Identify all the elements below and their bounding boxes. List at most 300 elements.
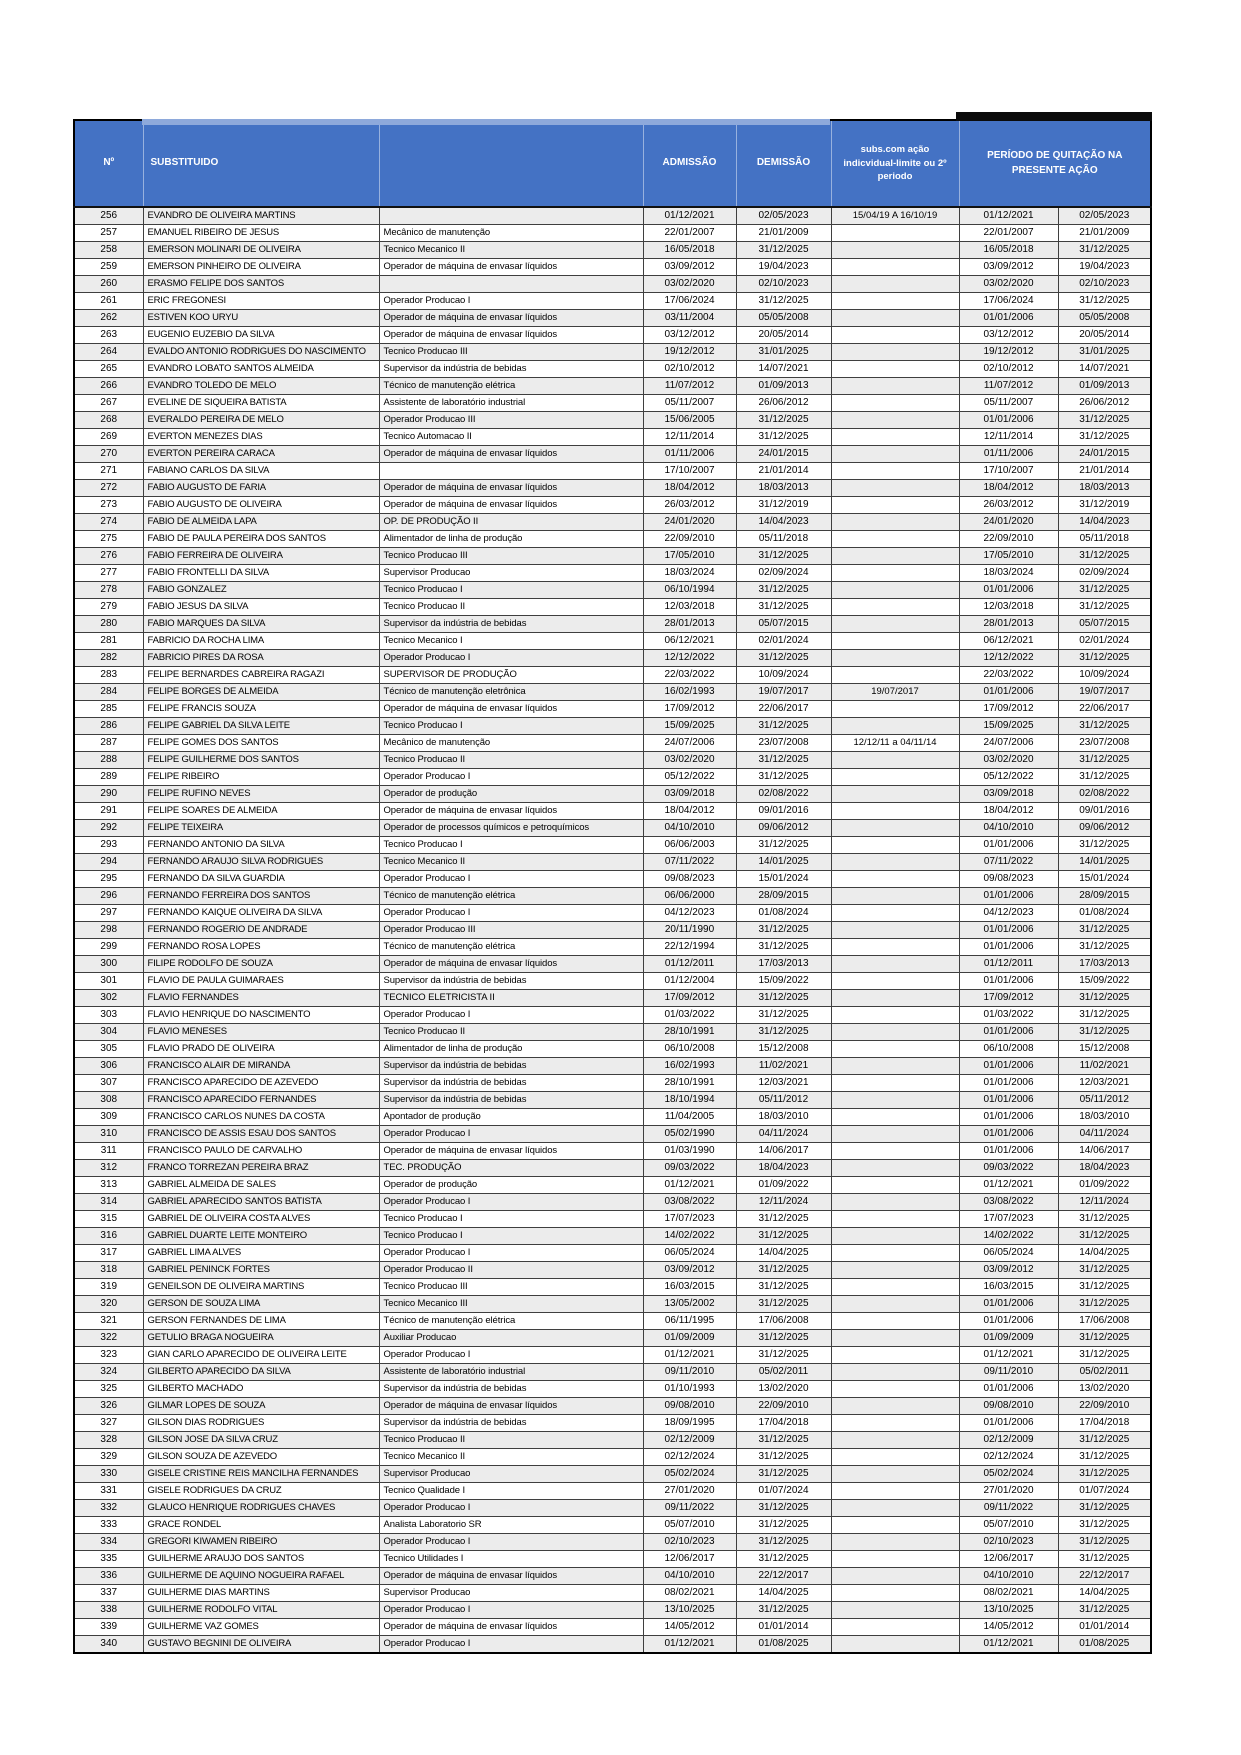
row-number: 305 [74, 1041, 143, 1058]
admissao-date: 01/12/2011 [643, 956, 736, 973]
row-number: 311 [74, 1143, 143, 1160]
substituido-name: GILBERTO APARECIDO DA SILVA [143, 1364, 379, 1381]
quitacao-end-date: 31/12/2025 [1058, 1466, 1151, 1483]
table-row [74, 1126, 1151, 1143]
substituido-name: GUILHERME VAZ GOMES [143, 1619, 379, 1636]
subs-acao-individual [831, 1602, 959, 1619]
quitacao-end-date: 31/12/2025 [1058, 293, 1151, 310]
substituido-name: EUGENIO EUZEBIO DA SILVA [143, 327, 379, 344]
admissao-date: 13/10/2025 [643, 1602, 736, 1619]
table-row [74, 276, 1151, 293]
substituido-name: FLAVIO DE PAULA GUIMARAES [143, 973, 379, 990]
table-row [74, 922, 1151, 939]
table-row [74, 650, 1151, 667]
table-row [74, 344, 1151, 361]
subs-acao-individual [831, 718, 959, 735]
substituido-name: FABRICIO PIRES DA ROSA [143, 650, 379, 667]
row-number: 330 [74, 1466, 143, 1483]
substituido-name: EVERALDO PEREIRA DE MELO [143, 412, 379, 429]
row-number: 340 [74, 1636, 143, 1654]
subs-acao-individual [831, 293, 959, 310]
table-row [74, 259, 1151, 276]
demissao-date: 02/09/2024 [736, 565, 831, 582]
quitacao-start-date: 01/01/2006 [959, 310, 1058, 327]
row-number: 271 [74, 463, 143, 480]
quitacao-start-date: 01/01/2006 [959, 582, 1058, 599]
quitacao-start-date: 22/01/2007 [959, 225, 1058, 242]
admissao-date: 16/02/1993 [643, 684, 736, 701]
row-number: 259 [74, 259, 143, 276]
substituido-name: FABIO GONZALEZ [143, 582, 379, 599]
demissao-date: 09/01/2016 [736, 803, 831, 820]
demissao-date: 01/09/2013 [736, 378, 831, 395]
table-row [74, 871, 1151, 888]
header-job [379, 120, 643, 207]
row-number: 292 [74, 820, 143, 837]
demissao-date: 31/12/2025 [736, 293, 831, 310]
quitacao-start-date: 26/03/2012 [959, 497, 1058, 514]
quitacao-end-date: 31/12/2025 [1058, 939, 1151, 956]
demissao-date: 17/03/2013 [736, 956, 831, 973]
demissao-date: 14/01/2025 [736, 854, 831, 871]
table-header [74, 120, 1151, 207]
quitacao-end-date: 22/12/2017 [1058, 1568, 1151, 1585]
subs-acao-individual [831, 973, 959, 990]
demissao-date: 31/12/2025 [736, 1466, 831, 1483]
quitacao-start-date: 02/10/2012 [959, 361, 1058, 378]
demissao-date: 31/12/2025 [736, 1449, 831, 1466]
demissao-date: 09/06/2012 [736, 820, 831, 837]
demissao-date: 31/12/2025 [736, 769, 831, 786]
job-title [379, 463, 643, 480]
subs-acao-individual [831, 1534, 959, 1551]
quitacao-end-date: 17/06/2008 [1058, 1313, 1151, 1330]
table-row [74, 633, 1151, 650]
job-title: Tecnico Producao II [379, 1432, 643, 1449]
row-number: 281 [74, 633, 143, 650]
quitacao-end-date: 19/07/2017 [1058, 684, 1151, 701]
quitacao-end-date: 31/12/2025 [1058, 1347, 1151, 1364]
subs-acao-individual [831, 310, 959, 327]
demissao-date: 24/01/2015 [736, 446, 831, 463]
substituido-name: GUILHERME DE AQUINO NOGUEIRA RAFAEL [143, 1568, 379, 1585]
job-title: Supervisor da indústria de bebidas [379, 616, 643, 633]
job-title: Técnico de manutenção elétrica [379, 939, 643, 956]
demissao-date: 31/12/2025 [736, 837, 831, 854]
quitacao-start-date: 04/12/2023 [959, 905, 1058, 922]
substituido-name: GILSON JOSE DA SILVA CRUZ [143, 1432, 379, 1449]
demissao-date: 31/12/2025 [736, 1347, 831, 1364]
substituido-name: GILBERTO MACHADO [143, 1381, 379, 1398]
job-title: TECNICO ELETRICISTA II [379, 990, 643, 1007]
job-title: Operador Producao I [379, 871, 643, 888]
substituido-name: FRANCISCO PAULO DE CARVALHO [143, 1143, 379, 1160]
subs-acao-individual [831, 1415, 959, 1432]
job-title: Tecnico Producao III [379, 1279, 643, 1296]
table-row [74, 1551, 1151, 1568]
quitacao-end-date: 05/07/2015 [1058, 616, 1151, 633]
job-title: Operador de máquina de envasar líquidos [379, 1619, 643, 1636]
table-row [74, 1381, 1151, 1398]
subs-acao-individual [831, 667, 959, 684]
quitacao-start-date: 01/11/2006 [959, 446, 1058, 463]
substituido-name: EMERSON MOLINARI DE OLIVEIRA [143, 242, 379, 259]
quitacao-start-date: 01/01/2006 [959, 1143, 1058, 1160]
job-title: Operador de processos químicos e petroquímicos [379, 820, 643, 837]
subs-acao-individual [831, 1245, 959, 1262]
quitacao-start-date: 01/01/2006 [959, 1313, 1058, 1330]
table-row [74, 837, 1151, 854]
job-title: Auxiliar Producao [379, 1330, 643, 1347]
quitacao-end-date: 05/11/2012 [1058, 1092, 1151, 1109]
job-title: Tecnico Mecanico II [379, 242, 643, 259]
quitacao-start-date: 03/09/2018 [959, 786, 1058, 803]
substituido-name: FILIPE RODOLFO DE SOUZA [143, 956, 379, 973]
quitacao-start-date: 01/01/2006 [959, 412, 1058, 429]
quitacao-end-date: 31/12/2025 [1058, 242, 1151, 259]
top-black-bar [956, 112, 1152, 121]
demissao-date: 31/12/2019 [736, 497, 831, 514]
demissao-date: 31/12/2025 [736, 1262, 831, 1279]
admissao-date: 17/09/2012 [643, 701, 736, 718]
row-number: 286 [74, 718, 143, 735]
subs-acao-individual [831, 1347, 959, 1364]
substituido-name: GABRIEL DE OLIVEIRA COSTA ALVES [143, 1211, 379, 1228]
row-number: 269 [74, 429, 143, 446]
admissao-date: 22/12/1994 [643, 939, 736, 956]
admissao-date: 16/03/2015 [643, 1279, 736, 1296]
row-number: 319 [74, 1279, 143, 1296]
row-number: 320 [74, 1296, 143, 1313]
demissao-date: 18/03/2010 [736, 1109, 831, 1126]
substituido-name: GETULIO BRAGA NOGUEIRA [143, 1330, 379, 1347]
subs-acao-individual [831, 463, 959, 480]
table-row [74, 1075, 1151, 1092]
table-row [74, 242, 1151, 259]
subs-acao-individual [831, 259, 959, 276]
quitacao-start-date: 05/02/2024 [959, 1466, 1058, 1483]
substituido-name: EVALDO ANTONIO RODRIGUES DO NASCIMENTO [143, 344, 379, 361]
demissao-date: 05/11/2012 [736, 1092, 831, 1109]
demissao-date: 31/01/2025 [736, 344, 831, 361]
quitacao-start-date: 01/01/2006 [959, 1024, 1058, 1041]
job-title: Assistente de laboratório industrial [379, 1364, 643, 1381]
job-title: Técnico de manutenção elétrica [379, 378, 643, 395]
demissao-date: 31/12/2025 [736, 1024, 831, 1041]
quitacao-start-date: 22/03/2022 [959, 667, 1058, 684]
row-number: 331 [74, 1483, 143, 1500]
demissao-date: 31/12/2025 [736, 1551, 831, 1568]
admissao-date: 01/12/2004 [643, 973, 736, 990]
table-row [74, 616, 1151, 633]
substituido-name: FABIO MARQUES DA SILVA [143, 616, 379, 633]
admissao-date: 09/08/2023 [643, 871, 736, 888]
job-title: Supervisor Producao [379, 565, 643, 582]
substituido-name: ESTIVEN KOO URYU [143, 310, 379, 327]
subs-acao-individual [831, 633, 959, 650]
substituido-name: GERSON FERNANDES DE LIMA [143, 1313, 379, 1330]
row-number: 257 [74, 225, 143, 242]
job-title: Supervisor da indústria de bebidas [379, 973, 643, 990]
job-title: Operador de máquina de envasar líquidos [379, 1568, 643, 1585]
substituido-name: GABRIEL LIMA ALVES [143, 1245, 379, 1262]
table-row [74, 1194, 1151, 1211]
quitacao-end-date: 31/12/2025 [1058, 1228, 1151, 1245]
row-number: 339 [74, 1619, 143, 1636]
table-row [74, 1585, 1151, 1602]
subs-acao-individual [831, 1228, 959, 1245]
admissao-date: 12/06/2017 [643, 1551, 736, 1568]
demissao-date: 31/12/2025 [736, 1517, 831, 1534]
subs-acao-individual [831, 1177, 959, 1194]
job-title: Tecnico Producao I [379, 837, 643, 854]
admissao-date: 05/02/1990 [643, 1126, 736, 1143]
demissao-date: 22/06/2017 [736, 701, 831, 718]
quitacao-start-date: 03/02/2020 [959, 752, 1058, 769]
substituido-name: EMERSON PINHEIRO DE OLIVEIRA [143, 259, 379, 276]
quitacao-start-date: 12/12/2022 [959, 650, 1058, 667]
row-number: 262 [74, 310, 143, 327]
admissao-date: 28/01/2013 [643, 616, 736, 633]
admissao-date: 15/09/2025 [643, 718, 736, 735]
table-row [74, 990, 1151, 1007]
table-row [74, 1041, 1151, 1058]
table-row [74, 531, 1151, 548]
quitacao-end-date: 05/05/2008 [1058, 310, 1151, 327]
table-row [74, 207, 1151, 225]
demissao-date: 31/12/2025 [736, 650, 831, 667]
row-number: 268 [74, 412, 143, 429]
job-title: Supervisor da indústria de bebidas [379, 1415, 643, 1432]
subs-acao-individual [831, 1568, 959, 1585]
quitacao-start-date: 01/12/2021 [959, 1177, 1058, 1194]
quitacao-start-date: 19/12/2012 [959, 344, 1058, 361]
quitacao-start-date: 18/04/2012 [959, 803, 1058, 820]
row-number: 272 [74, 480, 143, 497]
demissao-date: 02/08/2022 [736, 786, 831, 803]
job-title: Operador Producao I [379, 1636, 643, 1654]
quitacao-end-date: 17/03/2013 [1058, 956, 1151, 973]
subs-acao-individual [831, 1364, 959, 1381]
demissao-date: 01/08/2025 [736, 1636, 831, 1654]
quitacao-end-date: 31/12/2025 [1058, 599, 1151, 616]
substituido-name: GUILHERME RODOLFO VITAL [143, 1602, 379, 1619]
demissao-date: 20/05/2014 [736, 327, 831, 344]
quitacao-end-date: 21/01/2009 [1058, 225, 1151, 242]
admissao-date: 14/02/2022 [643, 1228, 736, 1245]
job-title: Operador de máquina de envasar líquidos [379, 1398, 643, 1415]
row-number: 258 [74, 242, 143, 259]
quitacao-start-date: 15/09/2025 [959, 718, 1058, 735]
quitacao-end-date: 01/07/2024 [1058, 1483, 1151, 1500]
demissao-date: 10/09/2024 [736, 667, 831, 684]
demissao-date: 26/06/2012 [736, 395, 831, 412]
quitacao-end-date: 31/12/2025 [1058, 1024, 1151, 1041]
row-number: 309 [74, 1109, 143, 1126]
demissao-date: 31/12/2025 [736, 582, 831, 599]
row-number: 299 [74, 939, 143, 956]
quitacao-start-date: 03/09/2012 [959, 1262, 1058, 1279]
job-title: Operador de máquina de envasar líquidos [379, 956, 643, 973]
quitacao-end-date: 26/06/2012 [1058, 395, 1151, 412]
table-row [74, 1398, 1151, 1415]
table-row [74, 1466, 1151, 1483]
row-number: 326 [74, 1398, 143, 1415]
admissao-date: 18/03/2024 [643, 565, 736, 582]
table-row [74, 905, 1151, 922]
demissao-date: 31/12/2025 [736, 1228, 831, 1245]
admissao-date: 05/07/2010 [643, 1517, 736, 1534]
subs-acao-individual [831, 752, 959, 769]
demissao-date: 14/07/2021 [736, 361, 831, 378]
substituido-name: FLAVIO PRADO DE OLIVEIRA [143, 1041, 379, 1058]
table-row [74, 1330, 1151, 1347]
demissao-date: 31/12/2025 [736, 1500, 831, 1517]
job-title: Operador de máquina de envasar líquidos [379, 446, 643, 463]
row-number: 256 [74, 207, 143, 225]
quitacao-end-date: 12/11/2024 [1058, 1194, 1151, 1211]
job-title: Operador de produção [379, 786, 643, 803]
subs-acao-individual [831, 956, 959, 973]
admissao-date: 26/03/2012 [643, 497, 736, 514]
quitacao-end-date: 14/04/2025 [1058, 1245, 1151, 1262]
quitacao-end-date: 31/12/2025 [1058, 922, 1151, 939]
job-title: Operador de máquina de envasar líquidos [379, 259, 643, 276]
substituido-name: FELIPE BERNARDES CABREIRA RAGAZI [143, 667, 379, 684]
subs-acao-individual [831, 1313, 959, 1330]
admissao-date: 06/11/1995 [643, 1313, 736, 1330]
demissao-date: 23/07/2008 [736, 735, 831, 752]
table-row [74, 1262, 1151, 1279]
job-title: Tecnico Producao I [379, 582, 643, 599]
admissao-date: 13/05/2002 [643, 1296, 736, 1313]
demissao-date: 02/10/2023 [736, 276, 831, 293]
quitacao-start-date: 24/01/2020 [959, 514, 1058, 531]
substitutes-table-wrap [73, 119, 1152, 1654]
job-title [379, 207, 643, 225]
substituido-name: FELIPE BORGES DE ALMEIDA [143, 684, 379, 701]
demissao-date: 31/12/2025 [736, 718, 831, 735]
table-row [74, 1007, 1151, 1024]
substituido-name: FLAVIO FERNANDES [143, 990, 379, 1007]
subs-acao-individual [831, 548, 959, 565]
job-title: Operador Producao I [379, 1602, 643, 1619]
admissao-date: 20/11/1990 [643, 922, 736, 939]
subs-acao-individual [831, 514, 959, 531]
quitacao-end-date: 11/02/2021 [1058, 1058, 1151, 1075]
job-title: Tecnico Producao II [379, 1024, 643, 1041]
admissao-date: 01/12/2021 [643, 1347, 736, 1364]
admissao-date: 17/07/2023 [643, 1211, 736, 1228]
subs-acao-individual [831, 599, 959, 616]
job-title: Tecnico Producao III [379, 548, 643, 565]
demissao-date: 01/07/2024 [736, 1483, 831, 1500]
quitacao-end-date: 18/03/2013 [1058, 480, 1151, 497]
admissao-date: 15/06/2005 [643, 412, 736, 429]
subs-acao-individual [831, 616, 959, 633]
admissao-date: 03/02/2020 [643, 752, 736, 769]
subs-acao-individual: 12/12/11 a 04/11/14 [831, 735, 959, 752]
job-title: TEC. PRODUÇÃO [379, 1160, 643, 1177]
quitacao-start-date: 05/11/2007 [959, 395, 1058, 412]
quitacao-start-date: 12/06/2017 [959, 1551, 1058, 1568]
admissao-date: 18/04/2012 [643, 803, 736, 820]
job-title: SUPERVISOR DE PRODUÇÃO [379, 667, 643, 684]
row-number: 284 [74, 684, 143, 701]
subs-acao-individual [831, 1483, 959, 1500]
admissao-date: 28/10/1991 [643, 1024, 736, 1041]
job-title: Supervisor da indústria de bebidas [379, 1092, 643, 1109]
quitacao-end-date: 02/10/2023 [1058, 276, 1151, 293]
subs-acao-individual [831, 446, 959, 463]
header-quitacao: PERÍODO DE QUITAÇÃO NA PRESENTE AÇÃO [959, 120, 1151, 207]
quitacao-end-date: 17/04/2018 [1058, 1415, 1151, 1432]
table-body [74, 207, 1151, 1653]
substituido-name: GABRIEL DUARTE LEITE MONTEIRO [143, 1228, 379, 1245]
subs-acao-individual [831, 480, 959, 497]
table-row [74, 1636, 1151, 1654]
quitacao-start-date: 01/01/2006 [959, 1092, 1058, 1109]
quitacao-end-date: 31/12/2025 [1058, 1432, 1151, 1449]
demissao-date: 18/03/2013 [736, 480, 831, 497]
admissao-date: 28/10/1991 [643, 1075, 736, 1092]
table-row [74, 1313, 1151, 1330]
table-row [74, 1143, 1151, 1160]
admissao-date: 08/02/2021 [643, 1585, 736, 1602]
quitacao-start-date: 17/09/2012 [959, 990, 1058, 1007]
quitacao-start-date: 09/11/2022 [959, 1500, 1058, 1517]
quitacao-end-date: 02/05/2023 [1058, 207, 1151, 225]
subs-acao-individual [831, 905, 959, 922]
quitacao-end-date: 02/08/2022 [1058, 786, 1151, 803]
subs-acao-individual [831, 225, 959, 242]
substituido-name: GERSON DE SOUZA LIMA [143, 1296, 379, 1313]
demissao-date: 01/01/2014 [736, 1619, 831, 1636]
subs-acao-individual [831, 344, 959, 361]
quitacao-end-date: 31/12/2025 [1058, 990, 1151, 1007]
row-number: 282 [74, 650, 143, 667]
row-number: 325 [74, 1381, 143, 1398]
header-admissao: ADMISSÃO [643, 120, 736, 207]
job-title: Operador Producao I [379, 1534, 643, 1551]
header-num: Nº [74, 120, 143, 207]
quitacao-start-date: 18/04/2012 [959, 480, 1058, 497]
demissao-date: 11/02/2021 [736, 1058, 831, 1075]
substituido-name: FELIPE GUILHERME DOS SANTOS [143, 752, 379, 769]
subs-acao-individual [831, 1075, 959, 1092]
job-title: Supervisor Producao [379, 1585, 643, 1602]
job-title: Operador de máquina de envasar líquidos [379, 803, 643, 820]
subs-acao-individual [831, 1432, 959, 1449]
job-title: OP. DE PRODUÇÃO II [379, 514, 643, 531]
demissao-date: 05/02/2011 [736, 1364, 831, 1381]
quitacao-end-date: 05/02/2011 [1058, 1364, 1151, 1381]
admissao-date: 02/10/2012 [643, 361, 736, 378]
admissao-date: 22/01/2007 [643, 225, 736, 242]
demissao-date: 31/12/2025 [736, 1534, 831, 1551]
quitacao-end-date: 31/12/2025 [1058, 1279, 1151, 1296]
subs-acao-individual [831, 1398, 959, 1415]
table-row [74, 514, 1151, 531]
substituido-name: EVANDRO TOLEDO DE MELO [143, 378, 379, 395]
table-row [74, 327, 1151, 344]
demissao-date: 31/12/2025 [736, 1432, 831, 1449]
row-number: 306 [74, 1058, 143, 1075]
admissao-date: 03/09/2018 [643, 786, 736, 803]
quitacao-start-date: 09/11/2010 [959, 1364, 1058, 1381]
table-row [74, 599, 1151, 616]
substituido-name: GUSTAVO BEGNINI DE OLIVEIRA [143, 1636, 379, 1654]
